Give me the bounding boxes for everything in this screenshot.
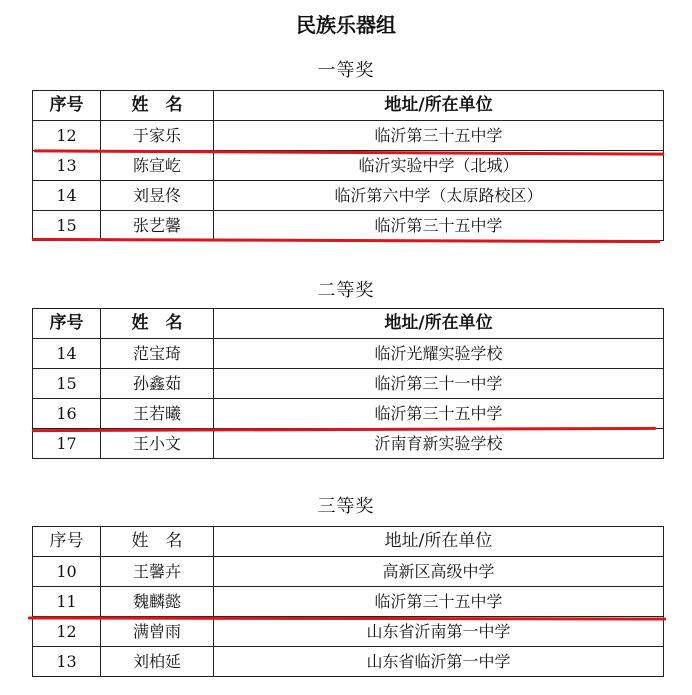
cell-name: 王若曦: [101, 399, 214, 429]
table-row: [33, 587, 664, 617]
column-header-unit: 地址/所在单位: [214, 91, 664, 121]
cell-no: 14: [33, 339, 101, 369]
table-row: [33, 617, 664, 647]
table-row: [33, 647, 664, 677]
cell-no: 14: [33, 181, 101, 211]
column-header-name: 姓 名: [101, 527, 214, 557]
cell-name: 王馨卉: [101, 557, 214, 587]
table-row: [33, 181, 664, 211]
column-header-unit: 地址/所在单位: [214, 527, 664, 557]
table-row: [33, 429, 664, 459]
cell-name: 刘柏延: [101, 647, 214, 677]
table-row: [33, 211, 664, 241]
section-title-first-prize: 一等奖: [317, 60, 375, 81]
cell-unit: 山东省沂南第一中学: [214, 617, 664, 647]
column-header-no: 序号: [33, 309, 101, 339]
table-row: [33, 399, 664, 429]
cell-name: 孙鑫茹: [101, 369, 214, 399]
cell-unit: 临沂第三十一中学: [214, 369, 664, 399]
table-row: [33, 339, 664, 369]
section-title-third-prize: 三等奖: [317, 496, 375, 517]
cell-unit: 临沂第六中学（太原路校区）: [214, 181, 664, 211]
cell-unit: 临沂光耀实验学校: [214, 339, 664, 369]
cell-no: 17: [33, 429, 101, 459]
column-header-no: 序号: [33, 91, 101, 121]
table-row: [33, 369, 664, 399]
cell-name: 陈宣屹: [101, 151, 214, 181]
cell-unit: 山东省临沂第一中学: [214, 647, 664, 677]
cell-name: 满曾雨: [101, 617, 214, 647]
cell-no: 10: [33, 557, 101, 587]
cell-unit: 临沂第三十五中学: [214, 587, 664, 617]
cell-no: 12: [33, 617, 101, 647]
cell-unit: 高新区高级中学: [214, 557, 664, 587]
cell-no: 11: [33, 587, 101, 617]
column-header-name: 姓 名: [101, 91, 214, 121]
cell-no: 16: [33, 399, 101, 429]
cell-name: 于家乐: [101, 121, 214, 151]
cell-no: 15: [33, 211, 101, 241]
cell-name: 刘昱佟: [101, 181, 214, 211]
page-title: 民族乐器组: [296, 13, 396, 37]
section-title-second-prize: 二等奖: [317, 280, 375, 301]
cell-unit: 沂南育新实验学校: [214, 429, 664, 459]
cell-unit: 临沂实验中学（北城）: [214, 151, 664, 181]
table-header-row: [33, 309, 664, 339]
cell-no: 15: [33, 369, 101, 399]
cell-no: 13: [33, 151, 101, 181]
table-row: [33, 557, 664, 587]
table-row: [33, 121, 664, 151]
column-header-no: 序号: [33, 527, 101, 557]
first-prize-table: [32, 90, 664, 241]
table-header-row: [33, 527, 664, 557]
cell-name: 王小文: [101, 429, 214, 459]
column-header-name: 姓 名: [101, 309, 214, 339]
cell-unit: 临沂第三十五中学: [214, 211, 664, 241]
cell-name: 范宝琦: [101, 339, 214, 369]
cell-name: 张艺馨: [101, 211, 214, 241]
cell-unit: 临沂第三十五中学: [214, 399, 664, 429]
cell-name: 魏麟懿: [101, 587, 214, 617]
cell-unit: 临沂第三十五中学: [214, 121, 664, 151]
cell-no: 13: [33, 647, 101, 677]
third-prize-table: [32, 526, 664, 677]
column-header-unit: 地址/所在单位: [214, 309, 664, 339]
cell-no: 12: [33, 121, 101, 151]
second-prize-table: [32, 308, 664, 459]
table-header-row: [33, 91, 664, 121]
